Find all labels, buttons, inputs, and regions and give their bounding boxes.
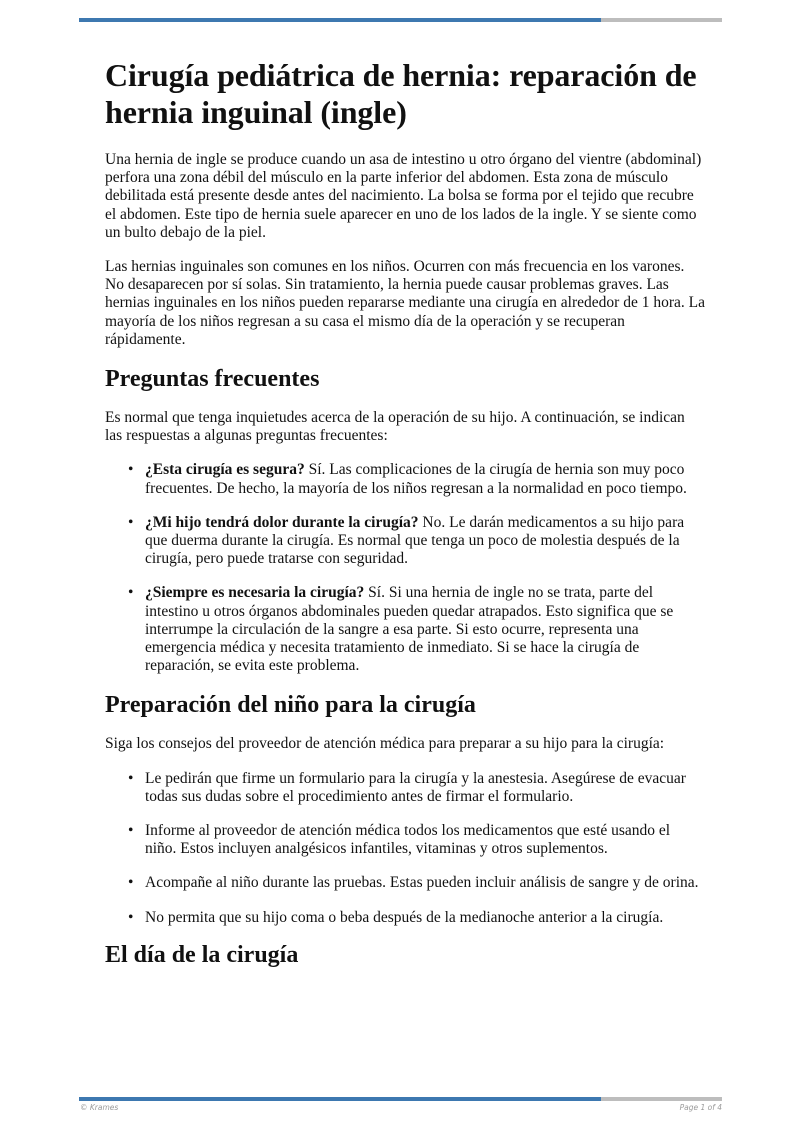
preparation-item [105, 909, 705, 927]
bullet-icon: • [128, 822, 134, 840]
section-heading-surgery-day: El día de la cirugía [105, 941, 299, 968]
header-rule-track [601, 18, 722, 22]
preparation-item [105, 822, 705, 858]
bullet-icon: • [128, 461, 134, 479]
bullet-icon: • [128, 908, 134, 926]
faq-item [105, 461, 705, 497]
faq-question: ¿Esta cirugía es segura? [145, 461, 305, 479]
bullet-icon: • [128, 769, 134, 787]
preparation-item [105, 874, 705, 892]
preparation-item-text: Le pedirán que firme un formulario para la cirugía y la anestesia. Asegúrese de evacuar todas sus dudas sobre el procedimiento antes de firmar el formulario. [145, 769, 686, 805]
faq-question: ¿Siempre es necesaria la cirugía? [145, 584, 365, 602]
faq-answer: No. Le darán medicamentos a su hijo para que duerma durante la cirugía. Es normal que tenga un poco de molestia después de la cirugía, pero puede tratarse con seguridad. [145, 513, 685, 568]
page-footer [79, 1103, 722, 1115]
faq-list [105, 461, 705, 675]
preparation-item [105, 770, 705, 806]
page-title: Cirugía pediátrica de hernia: reparación de hernia inguinal (ingle) [105, 57, 697, 130]
footer-rule-accent [79, 1097, 601, 1101]
preparation-list [105, 770, 705, 927]
section-heading-preparation: Preparación del niño para la cirugía [105, 692, 476, 719]
faq-item [105, 514, 705, 569]
bullet-icon: • [128, 513, 134, 531]
faq-question: ¿Mi hijo tendrá dolor durante la cirugía? [145, 513, 419, 531]
faq-answer: Sí. Si una hernia de ingle no se trata, parte del intestino u otros órganos abdominales pueden quedar atrapados. Esto significa que se interrumpe la circulación de la sangre a esa parte. Si esto ocurre, representa una emergencia médica y necesita tratamiento de inmediato. Si se hace la cirugía de reparación, se evita este problema. [145, 584, 674, 675]
intro-paragraph: Las hernias inguinales son comunes en los niños. Ocurren con más frecuencia en los varones. No desaparecen por sí solas. Sin tratamiento, la hernia puede causar problemas graves. Las hernias inguinales en los niños pueden repararse mediante una cirugía en alrededor de 1 hora. La mayoría de los niños regresan a su casa el mismo día de la operación y se recuperan rápidamente. [105, 258, 705, 348]
bullet-icon: • [128, 874, 134, 892]
preparation-item-text: Acompañe al niño durante las pruebas. Estas pueden incluir análisis de sangre y de orina. [145, 874, 699, 892]
header-rule-accent [79, 18, 601, 22]
faq-intro: Es normal que tenga inquietudes acerca de la operación de su hijo. A continuación, se indican las respuestas a algunas preguntas frecuentes: [105, 409, 685, 445]
preparation-item-text: No permita que su hijo coma o beba después de la medianoche anterior a la cirugía. [145, 908, 664, 926]
footer-rule [79, 1097, 722, 1101]
header-rule [79, 18, 722, 22]
intro-paragraph: Una hernia de ingle se produce cuando un asa de intestino u otro órgano del vientre (abdominal) perfora una zona débil del músculo en la parte inferior del abdomen. Esta zona de músculo debilitada está presente desde antes del nacimiento. La bolsa se forma por el tejido que recubre el abdomen. Este tipo de hernia suele aparecer en uno de los lados de la ingle. Y se siente como un bulto debajo de la piel. [105, 151, 702, 241]
document-body [105, 57, 705, 985]
page-indicator: Page 1 of 4 [679, 1103, 722, 1112]
faq-answer: Sí. Las complicaciones de la cirugía de hernia son muy poco frecuentes. De hecho, la mayoría de los niños regresan a la normalidad en poco tiempo. [145, 461, 687, 497]
preparation-item-text: Informe al proveedor de atención médica todos los medicamentos que esté usando el niño. Estos incluyen analgésicos infantiles, vitaminas y otros suplementos. [145, 822, 671, 858]
copyright-text: © Krames [80, 1103, 119, 1112]
section-heading-faq: Preguntas frecuentes [105, 366, 320, 393]
faq-item [105, 584, 705, 675]
bullet-icon: • [128, 584, 134, 602]
footer-rule-track [601, 1097, 722, 1101]
preparation-intro: Siga los consejos del proveedor de atención médica para preparar a su hijo para la cirugía: [105, 735, 665, 753]
